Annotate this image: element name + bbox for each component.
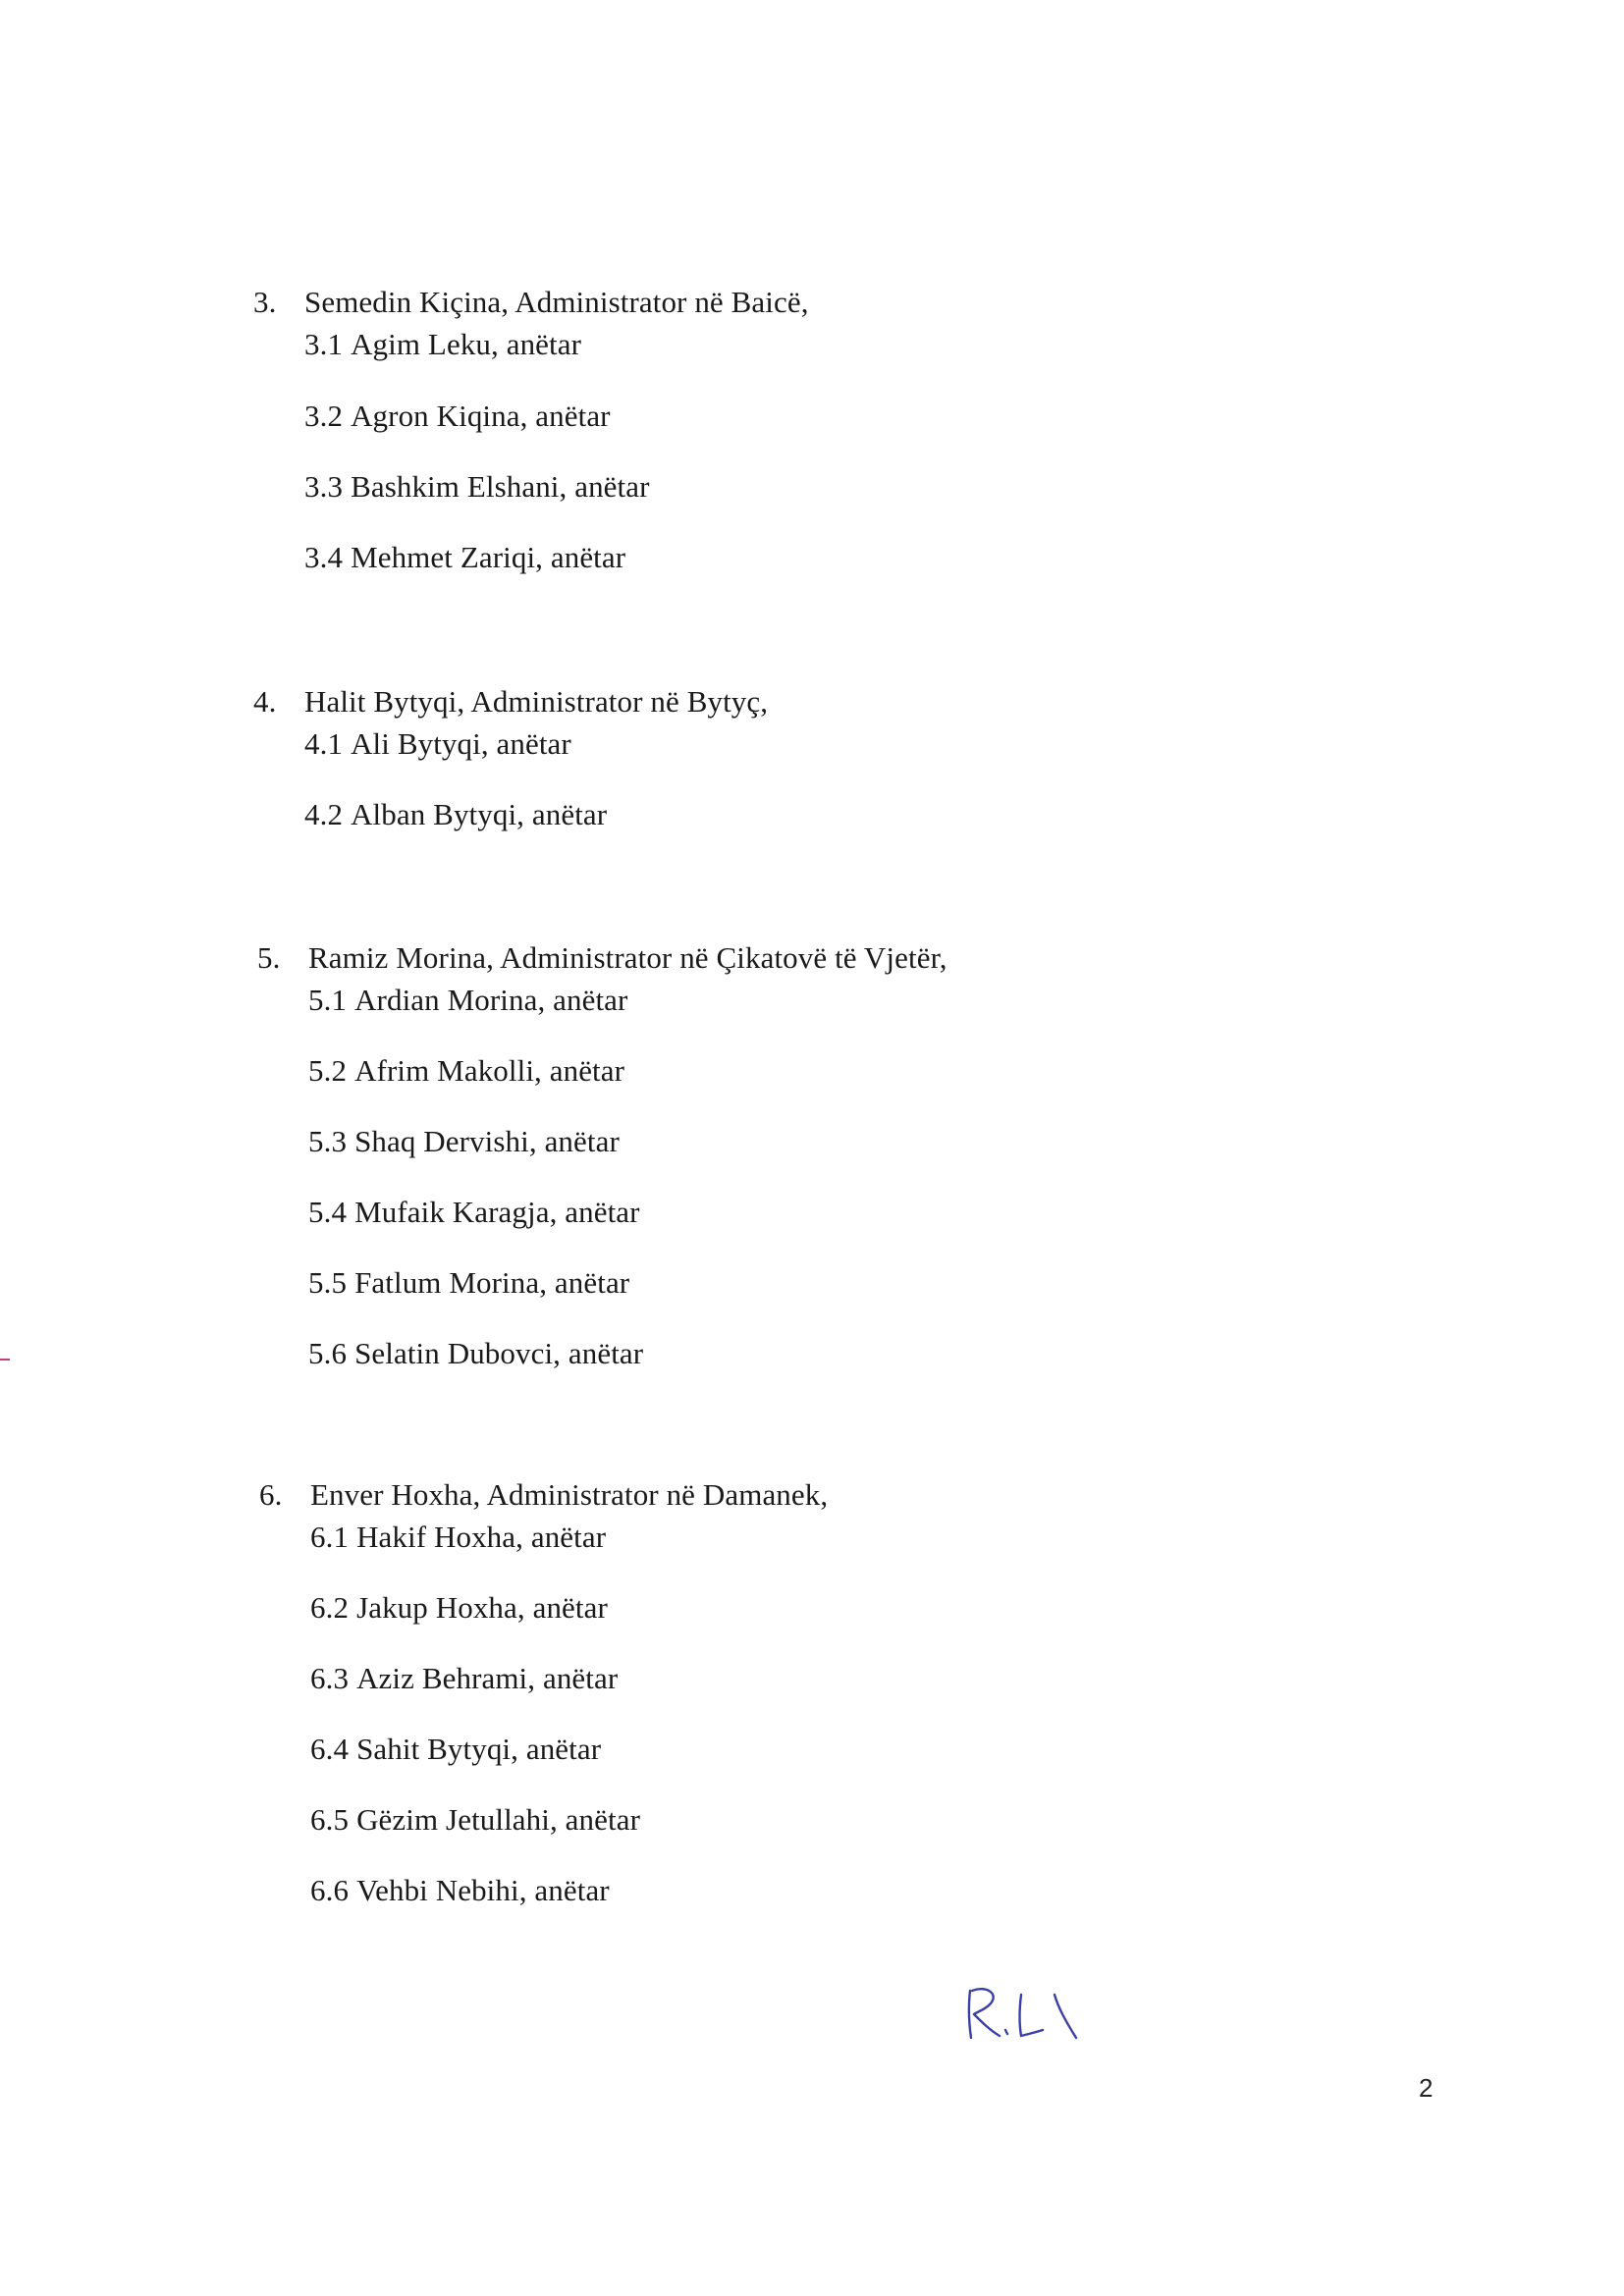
item-text: Bashkim Elshani, anëtar [351, 469, 650, 504]
section-title: Enver Hoxha, Administrator në Damanek, [310, 1477, 829, 1512]
handwritten-initials [960, 1973, 1088, 2052]
item-text: Fatlum Morina, anëtar [354, 1265, 630, 1300]
item-text: Sahit Bytyqi, anëtar [356, 1732, 602, 1766]
section-heading [253, 285, 809, 320]
item-number: 6.2 [310, 1590, 350, 1625]
item-number: 6.5 [310, 1802, 350, 1837]
item-number: 5.1 [308, 983, 348, 1017]
item-text: Hakif Hoxha, anëtar [356, 1520, 607, 1554]
item-text: Jakup Hoxha, anëtar [356, 1590, 608, 1625]
item-number: 3.4 [304, 540, 344, 574]
list-item [310, 1590, 608, 1626]
section-title: Ramiz Morina, Administrator në Çikatovë të Vjetër, [308, 940, 947, 975]
list-item [308, 1053, 624, 1089]
item-text: Afrim Makolli, anëtar [354, 1053, 625, 1088]
list-item [308, 1336, 643, 1371]
list-item [310, 1873, 610, 1908]
section-heading [257, 940, 947, 976]
list-item [308, 1195, 640, 1230]
list-item [310, 1732, 601, 1767]
item-number: 5.2 [308, 1053, 348, 1088]
item-number: 5.5 [308, 1265, 348, 1300]
item-number: 3.2 [304, 399, 344, 433]
item-text: Ali Bytyqi, anëtar [351, 726, 571, 761]
item-number: 6.6 [310, 1873, 350, 1907]
section-heading [259, 1477, 828, 1513]
item-text: Aziz Behrami, anëtar [356, 1661, 619, 1695]
section-number: 6. [259, 1477, 283, 1512]
list-item [304, 327, 581, 362]
item-text: Agim Leku, anëtar [351, 327, 582, 361]
list-item [308, 1124, 620, 1159]
list-item [304, 469, 650, 505]
list-item [304, 797, 607, 832]
item-number: 3.3 [304, 469, 344, 504]
item-text: Mufaik Karagja, anëtar [354, 1195, 640, 1229]
item-text: Selatin Dubovci, anëtar [354, 1336, 644, 1370]
section-number: 3. [253, 285, 277, 319]
list-item [310, 1520, 606, 1555]
item-text: Gëzim Jetullahi, anëtar [356, 1802, 640, 1837]
list-item [308, 983, 627, 1018]
item-text: Agron Kiqina, anëtar [351, 399, 611, 433]
item-number: 3.1 [304, 327, 344, 361]
page-number: 2 [1419, 2073, 1434, 2103]
item-text: Ardian Morina, anëtar [354, 983, 628, 1017]
list-item [304, 540, 625, 575]
section-title: Halit Bytyqi, Administrator në Bytyç, [304, 684, 769, 719]
margin-mark [0, 1359, 10, 1361]
item-number: 6.4 [310, 1732, 350, 1766]
item-number: 6.3 [310, 1661, 350, 1695]
item-number: 5.6 [308, 1336, 348, 1370]
section-heading [253, 684, 768, 720]
section-number: 4. [253, 684, 277, 719]
item-text: Alban Bytyqi, anëtar [351, 797, 608, 831]
item-number: 5.3 [308, 1124, 348, 1158]
list-item [308, 1265, 629, 1301]
item-text: Shaq Dervishi, anëtar [354, 1124, 620, 1158]
item-text: Vehbi Nebihi, anëtar [356, 1873, 610, 1907]
item-number: 6.1 [310, 1520, 350, 1554]
item-number: 5.4 [308, 1195, 348, 1229]
section-number: 5. [257, 940, 281, 975]
list-item [310, 1661, 618, 1696]
item-number: 4.2 [304, 797, 344, 831]
item-number: 4.1 [304, 726, 344, 761]
list-item [304, 726, 571, 762]
section-title: Semedin Kiçina, Administrator në Baicë, [304, 285, 809, 319]
list-item [304, 399, 611, 434]
list-item [310, 1802, 640, 1838]
item-text: Mehmet Zariqi, anëtar [351, 540, 626, 574]
